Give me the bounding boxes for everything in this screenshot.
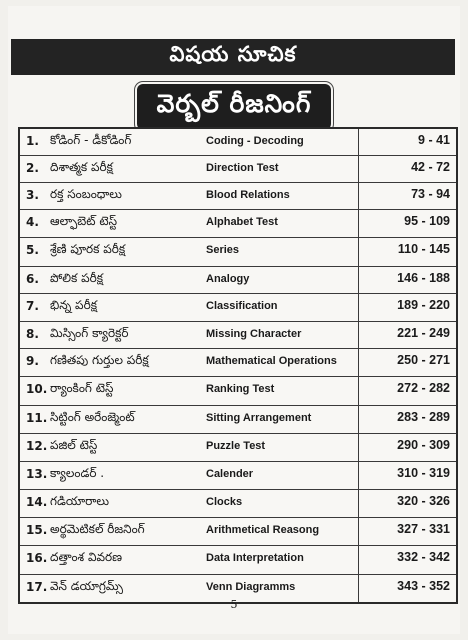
table-row (20, 129, 456, 156)
chapter-title-telugu: ఆల్ఫాబెట్ టెస్ట్ (50, 214, 118, 228)
column-divider (358, 406, 359, 433)
table-row (20, 546, 456, 575)
chapter-title-english: Classification (206, 300, 278, 312)
page-range: 332 - 342 (397, 550, 450, 564)
column-divider (358, 267, 359, 293)
page-range: 320 - 326 (397, 494, 450, 508)
page-range: 73 - 94 (411, 187, 450, 201)
column-divider (358, 322, 359, 348)
chapter-number: 10. (26, 382, 48, 396)
chapter-title-english: Missing Character (206, 328, 302, 340)
chapter-title-english: Mathematical Operations (206, 355, 337, 367)
chapter-title-telugu: సిట్టింగ్ అరేంజ్మెంట్ (50, 410, 135, 424)
chapter-title-english: Blood Relations (206, 189, 290, 201)
column-divider (358, 434, 359, 461)
chapter-title-english: Direction Test (206, 162, 279, 174)
chapter-number: 3. (26, 188, 39, 202)
table-row (20, 238, 456, 267)
chapter-title-telugu: రక్త సంబంధాలు (50, 187, 122, 201)
column-divider (358, 156, 359, 182)
chapter-title-telugu: దత్తాంశ వివరణ (50, 550, 123, 564)
chapter-title-telugu: భిన్న పరీక్ష (50, 298, 97, 312)
chapter-title-telugu: దిశాత్మక పరీక్ష (50, 160, 113, 174)
page-range: 221 - 249 (397, 326, 450, 340)
section-title: వెర్బల్ రీజనింగ్ (156, 89, 312, 118)
chapter-title-telugu: పజిల్ టెస్ట్ (50, 438, 98, 452)
table-row (20, 518, 456, 546)
book-page (8, 6, 460, 634)
contents-title: విషయ సూచిక (169, 42, 297, 66)
page-range: 343 - 352 (397, 579, 450, 593)
chapter-number: 4. (26, 215, 39, 229)
chapter-number: 15. (26, 523, 48, 537)
chapter-title-english: Clocks (206, 496, 243, 508)
chapter-title-telugu: అర్థమెటికల్ రీజనింగ్ (50, 522, 145, 536)
chapter-number: 6. (26, 272, 39, 286)
table-row (20, 183, 456, 210)
column-divider (358, 462, 359, 489)
column-divider (358, 518, 359, 545)
chapter-number: 2. (26, 161, 39, 175)
chapter-number: 16. (26, 551, 48, 565)
section-title-wrap (8, 84, 460, 130)
chapter-number: 7. (26, 299, 39, 313)
contents-table (18, 127, 458, 604)
page-range: 272 - 282 (397, 381, 450, 395)
chapter-number: 13. (26, 467, 48, 481)
section-title-box (137, 84, 332, 130)
chapter-number: 12. (26, 439, 48, 453)
chapter-number: 5. (26, 243, 39, 257)
chapter-title-telugu: ర్యాంకింగ్ టెస్ట్ (50, 381, 114, 395)
page-number: 5 (230, 598, 238, 611)
chapter-number: 1. (26, 134, 39, 148)
page-range: 250 - 271 (397, 353, 450, 367)
table-row (20, 490, 456, 518)
chapter-title-english: Analogy (206, 273, 250, 285)
table-row (20, 462, 456, 490)
chapter-title-english: Coding - Decoding (206, 135, 304, 147)
column-divider (358, 129, 359, 155)
chapter-number: 9. (26, 354, 39, 368)
page-range: 327 - 331 (397, 522, 450, 536)
chapter-title-telugu: క్యాలండర్ . (50, 466, 105, 480)
table-row (20, 210, 456, 238)
chapter-title-english: Venn Diagramms (206, 581, 296, 593)
page-range: 310 - 319 (397, 466, 450, 480)
column-divider (358, 490, 359, 517)
table-row (20, 156, 456, 183)
column-divider (358, 238, 359, 266)
chapter-title-english: Ranking Test (206, 383, 275, 395)
table-row (20, 377, 456, 406)
chapter-title-telugu: మిస్సింగ్ క్యారెక్టర్ (50, 326, 129, 340)
table-row (20, 434, 456, 462)
table-row (20, 349, 456, 377)
page-range: 9 - 41 (418, 133, 450, 147)
page-range: 283 - 289 (397, 410, 450, 424)
chapter-number: 8. (26, 327, 39, 341)
column-divider (358, 349, 359, 376)
chapter-title-english: Arithmetical Reasong (206, 524, 320, 536)
chapter-number: 14. (26, 495, 48, 509)
chapter-title-telugu: గణితపు గుర్తుల పరీక్ష (50, 353, 149, 367)
page-range: 42 - 72 (411, 160, 450, 174)
chapter-number: 11. (26, 411, 48, 425)
table-row (20, 267, 456, 294)
chapter-title-english: Data Interpretation (206, 552, 304, 564)
chapter-title-english: Puzzle Test (206, 440, 266, 452)
table-row (20, 406, 456, 434)
chapter-title-english: Alphabet Test (206, 216, 278, 228)
page-range: 110 - 145 (397, 242, 450, 256)
chapter-title-english: Calender (206, 468, 254, 480)
table-row (20, 322, 456, 349)
page-range: 290 - 309 (397, 438, 450, 452)
column-divider (358, 546, 359, 574)
chapter-title-english: Sitting Arrangement (206, 412, 312, 424)
chapter-title-telugu: వెన్ డయాగ్రమ్స్ (50, 579, 123, 593)
chapter-title-telugu: గడియారాలు (50, 494, 110, 508)
chapter-title-telugu: పోలిక పరీక్ష (50, 271, 104, 285)
chapter-title-telugu: శ్రేణి పూరక పరీక్ష (50, 242, 126, 256)
contents-title-bar (11, 39, 455, 75)
page-range: 95 - 109 (404, 214, 450, 228)
page-range: 146 - 188 (397, 271, 450, 285)
column-divider (358, 294, 359, 321)
chapter-title-english: Series (206, 244, 240, 256)
page-range: 189 - 220 (397, 298, 450, 312)
column-divider (358, 210, 359, 237)
table-row (20, 294, 456, 322)
column-divider (358, 183, 359, 209)
column-divider (358, 377, 359, 405)
chapter-number: 17. (26, 580, 48, 594)
chapter-title-telugu: కోడింగ్ - డీకోడింగ్ (50, 133, 132, 147)
